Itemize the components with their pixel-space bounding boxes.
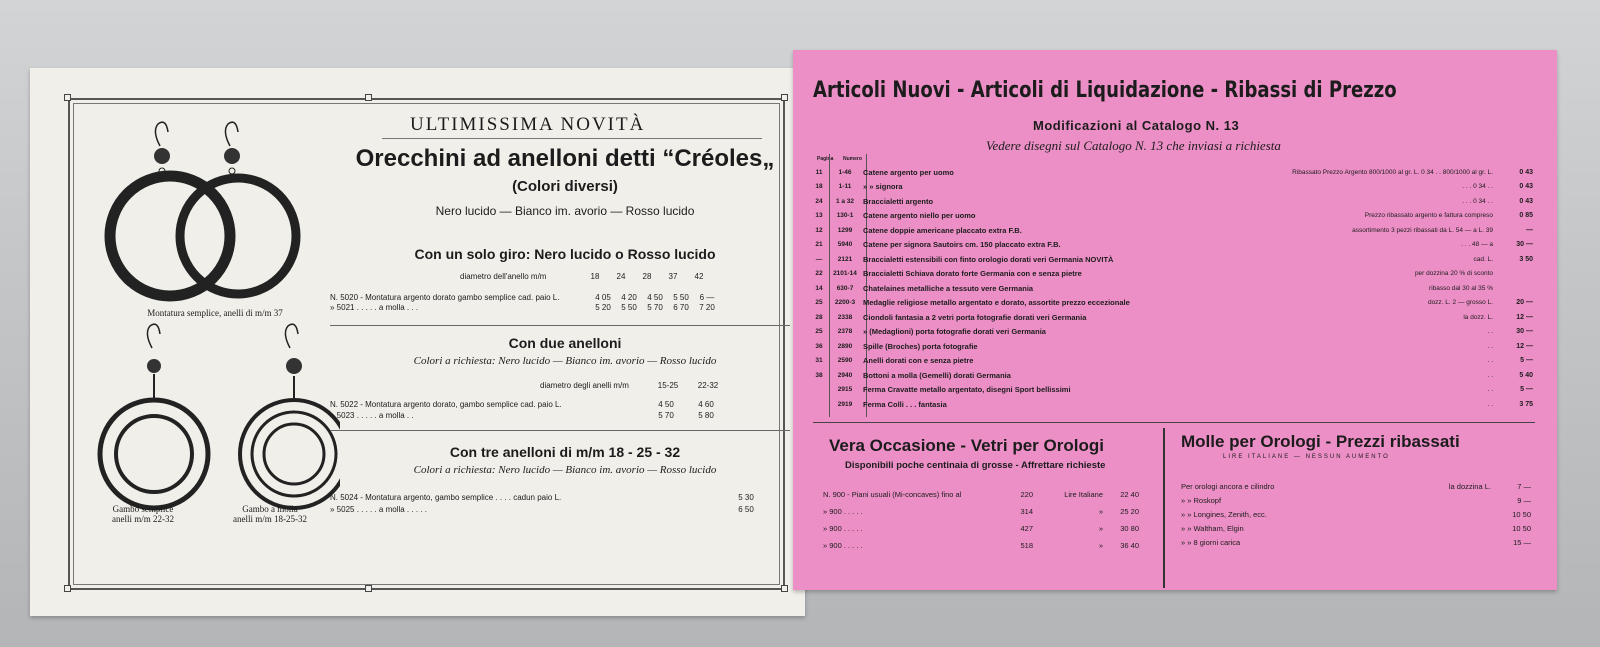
table-row <box>811 326 1533 338</box>
vetri-unit: » <box>1098 541 1103 550</box>
row-note: Prezzo ribassato argento e fattura compreso <box>1364 212 1493 219</box>
vetri-label: » 900 . . . . . <box>823 541 863 550</box>
row-pag: 13 <box>815 212 823 219</box>
row-price: 20 — <box>1516 299 1533 306</box>
vetri-row <box>823 507 1139 516</box>
product-subtitle: (Colori diversi) <box>512 178 618 195</box>
row-num: 2121 <box>837 255 853 263</box>
row-pag: 24 <box>815 197 823 205</box>
table-row <box>811 297 1533 309</box>
section2-colors: Colori a richiesta: Nero lucido — Bianco im. avorio — Rosso lucido <box>413 355 717 367</box>
molle-unit <box>1381 510 1491 519</box>
table-row <box>811 181 1533 193</box>
row-note: Ribassato Prezzo Argento 800/1000 al gr. L. 0 34 . . 800/1000 al gr. L. <box>1292 168 1493 176</box>
row-note: per dozzina 20 % di sconto <box>1414 270 1493 277</box>
row-note: ribasso dal 30 al 35 % <box>1429 284 1493 292</box>
row-price: 0 43 <box>1519 168 1533 176</box>
row-price: 30 — <box>1516 328 1533 335</box>
row-pag: 12 <box>815 226 823 234</box>
section1-row1: N. 5020 - Montatura argento dorato gambo semplice cad. paio L. 4 05 4 20 4 50 5 50 6 — <box>330 293 715 302</box>
section3-row2: » 5025 . . . . . a molla . . . . . 6 50 <box>330 505 754 514</box>
row-desc: Catene per signora Sautoirs cm. 150 placcato extra F.B. <box>863 240 1061 249</box>
row-num: 5940 <box>837 241 853 248</box>
row-note: . . <box>1487 357 1493 364</box>
row-num: 1299 <box>837 226 853 234</box>
molle-row <box>1181 524 1531 533</box>
row-pag: 22 <box>815 270 823 277</box>
row-desc: Catene doppie americane placcato extra F.B. <box>863 225 1022 235</box>
row-num: 2338 <box>837 313 853 321</box>
row-price: 12 — <box>1516 342 1533 350</box>
section1-title: Con un solo giro: Nero lucido o Rosso lucido <box>414 246 716 262</box>
row-note: . . . 0 34 . . <box>1462 197 1493 205</box>
row-price: 3 75 <box>1519 400 1533 408</box>
vetri-size: 314 <box>1020 507 1033 516</box>
vetri-title: Vera Occasione - Vetri per Orologi <box>829 436 1104 455</box>
row-pag: 25 <box>815 328 823 335</box>
row-num: 130-1 <box>836 212 854 219</box>
vetri-price: 22 40 <box>1120 490 1139 499</box>
row-desc: Braccialetti argento <box>863 196 934 206</box>
row-desc: Catene argento per uomo <box>863 167 954 177</box>
vetri-label: » 900 . . . . . <box>823 524 863 533</box>
row-note: . . <box>1487 371 1493 379</box>
row-desc: Spille (Broches) porta fotografie <box>863 341 978 351</box>
table-row <box>811 239 1533 251</box>
earrings-illustration <box>90 116 340 536</box>
row-note: . . <box>1487 400 1493 408</box>
vetri-subtitle: Disponibili poche centinaia di grosse - Affrettare richieste <box>845 460 1106 471</box>
row-note: . . <box>1487 386 1493 393</box>
section1-row2: » 5021 . . . . . a molla . . . 5 20 5 50 5 70 6 70 7 20 <box>330 303 715 312</box>
vetri-unit: » <box>1098 507 1103 516</box>
molle-title: Molle per Orologi - Prezzi ribassati <box>1181 432 1460 451</box>
right-heading: Articoli Nuovi - Articoli di Liquidazione - Ribassi di Prezzo <box>813 78 1397 103</box>
row-num: 2919 <box>837 400 853 408</box>
table-row <box>811 195 1533 207</box>
row-price: 30 — <box>1516 241 1533 248</box>
row-num: 2890 <box>837 342 853 350</box>
row-num: 1 a 32 <box>835 197 855 205</box>
molle-price: 10 50 <box>1512 510 1531 519</box>
row-num: 1-11 <box>838 183 852 190</box>
molle-row <box>1181 538 1531 547</box>
molle-unit <box>1381 538 1491 547</box>
row-desc: » (Medaglioni) porta fotografie dorati veri Germania <box>863 327 1046 336</box>
row-desc: » » signora <box>863 182 903 191</box>
row-desc: Braccialetti Schiava dorato forte Germania con e senza pietre <box>863 269 1082 278</box>
molle-row <box>1181 482 1531 491</box>
row-note: . . . 0 34 . . <box>1462 183 1493 190</box>
row-pag: 11 <box>815 168 823 176</box>
row-num: 2101-14 <box>833 270 857 277</box>
caption-top: Montatura semplice, anelli di m/m 37 <box>147 308 283 318</box>
section2-row2: » 5023 . . . . . a molla . . 5 70 5 80 <box>330 411 714 420</box>
molle-unit <box>1381 496 1491 505</box>
row-price: 3 50 <box>1519 255 1533 263</box>
table-row <box>811 268 1533 280</box>
vetri-unit: » <box>1098 524 1103 533</box>
row-note: . . . 48 — a <box>1461 241 1493 248</box>
molle-subtitle: LIRE ITALIANE — NESSUN AUMENTO <box>1223 454 1390 460</box>
page-heading: ULTIMISSIMA NOVITÀ <box>410 114 646 135</box>
row-price: 5 40 <box>1519 371 1533 379</box>
molle-row <box>1181 496 1531 505</box>
molle-price: 9 — <box>1517 496 1531 505</box>
col-numero: Numero <box>843 156 862 162</box>
table-row <box>811 398 1533 410</box>
table-row <box>811 311 1533 323</box>
row-price: 5 — <box>1520 357 1533 364</box>
row-desc: Ferma Cravatte metallo argentato, disegni Sport bellissimi <box>863 385 1071 394</box>
row-desc: Anelli dorati con e senza pietre <box>863 356 974 365</box>
row-price: 0 43 <box>1519 197 1533 205</box>
vetri-price: 36 40 <box>1120 541 1139 550</box>
molle-unit <box>1381 524 1491 533</box>
row-num: 1-46 <box>838 168 852 176</box>
row-price: — <box>1526 226 1533 234</box>
section1-diameters: diametro dell'anello m/m 18 24 28 37 42 <box>460 272 704 281</box>
row-note: assortimento 3 pezzi ribassati da L. 54 — a L. 39 <box>1352 226 1493 234</box>
molle-label: » » 8 giorni carica <box>1181 538 1241 547</box>
row-pag: 31 <box>815 357 823 364</box>
section2-row1: N. 5022 - Montatura argento dorato, gambo semplice cad. paio L. 4 50 4 60 <box>330 400 714 409</box>
molle-unit: la dozzina L. <box>1448 482 1491 491</box>
row-pag: 18 <box>815 183 823 190</box>
row-pag: 14 <box>815 284 823 292</box>
molle-price: 15 — <box>1513 538 1531 547</box>
table-row <box>811 166 1533 178</box>
vetri-price: 25 20 <box>1120 507 1139 516</box>
row-pag: 25 <box>815 299 823 306</box>
section2-diameters: diametro degli anelli m/m 15-25 22-32 <box>540 381 719 390</box>
molle-row <box>1181 510 1531 519</box>
vetri-price: 30 80 <box>1120 524 1139 533</box>
catalog-modifications: Modificazioni al Catalogo N. 13 <box>1033 118 1240 133</box>
table-row <box>811 282 1533 294</box>
vetri-size: 518 <box>1020 541 1033 550</box>
row-note: dozz. L. 2 — grosso L. <box>1427 299 1493 306</box>
row-desc: Catene argento niello per uomo <box>863 211 976 220</box>
vetri-row <box>823 490 1139 499</box>
molle-price: 10 50 <box>1512 524 1531 533</box>
catalog-note: Vedere disegni sul Catalogo N. 13 che inviasi a richiesta <box>986 138 1281 153</box>
row-num: 2940 <box>837 371 853 379</box>
row-note: cad. L. <box>1473 255 1493 263</box>
product-title: Orecchini ad anelloni detti “Créoles„ <box>355 145 775 172</box>
row-pag: 38 <box>815 371 823 379</box>
table-row <box>811 340 1533 352</box>
vetri-label: » 900 . . . . . <box>823 507 863 516</box>
row-note: . . <box>1487 342 1493 350</box>
row-num: 2378 <box>837 328 853 335</box>
left-page <box>30 68 805 616</box>
row-desc: Braccialetti estensibili con finto orologio dorati veri Germania NOVITÀ <box>863 254 1114 264</box>
molle-price: 7 — <box>1517 482 1531 491</box>
table-row <box>811 210 1533 222</box>
col-pagina: Pagina <box>817 156 834 162</box>
molle-label: » » Longines, Zenith, ecc. <box>1181 510 1267 519</box>
row-price: 0 85 <box>1519 212 1533 219</box>
right-page <box>793 50 1557 590</box>
section3-colors: Colori a richiesta: Nero lucido — Bianco im. avorio — Rosso lucido <box>413 464 717 476</box>
row-price: 12 — <box>1516 313 1533 321</box>
table-row <box>811 253 1533 265</box>
caption-bottom-left: Gambo semplice anelli m/m 22-32 <box>112 504 174 524</box>
section3-row1: N. 5024 - Montatura argento, gambo semplice . . . . cadun paio L. 5 30 <box>330 493 754 502</box>
molle-label: » » Roskopf <box>1181 496 1222 505</box>
section2-title: Con due anelloni <box>508 335 622 351</box>
row-desc: Medaglie religiose metallo argentato e dorato, assortite prezzo eccezionale <box>863 298 1130 307</box>
row-desc: Chatelaines metalliche a tessuto vere Germania <box>863 283 1034 293</box>
row-num: 630-7 <box>836 284 854 292</box>
vetri-unit: Lire Italiane <box>1064 490 1103 499</box>
table-row <box>811 224 1533 236</box>
table-row <box>811 384 1533 396</box>
row-note: . . <box>1487 328 1493 335</box>
row-note: la dozz. L. <box>1463 313 1493 321</box>
row-price: 0 43 <box>1519 183 1533 190</box>
molle-label: » » Waltham, Elgin <box>1181 524 1244 533</box>
row-pag: 36 <box>815 342 823 350</box>
table-row <box>811 355 1533 367</box>
molle-label: Per orologi ancora e cilindro <box>1181 482 1275 491</box>
row-num: 2915 <box>837 386 853 393</box>
row-pag: 21 <box>815 241 823 248</box>
vetri-size: 220 <box>1020 490 1033 499</box>
row-price: 5 — <box>1520 386 1533 393</box>
section3-title: Con tre anelloni di m/m 18 - 25 - 32 <box>449 444 681 460</box>
row-desc: Ciondoli fantasia a 2 vetri porta fotografie dorati veri Germania <box>863 312 1087 322</box>
row-desc: Bottoni a molla (Gemelli) dorati Germania <box>863 370 1011 380</box>
caption-bottom-right: Gambo a molla anelli m/m 18-25-32 <box>233 504 307 524</box>
row-desc: Ferma Colli . . . fantasia <box>863 399 947 409</box>
row-pag: — <box>815 255 823 263</box>
vetri-size: 427 <box>1020 524 1033 533</box>
row-pag: 28 <box>815 313 823 321</box>
vetri-label: N. 900 - Piani usuali (Mi-concaves) fino al <box>823 490 962 499</box>
table-row <box>811 369 1533 381</box>
row-num: 2590 <box>837 357 853 364</box>
vetri-row <box>823 541 1139 550</box>
row-num: 2200-3 <box>834 299 856 306</box>
product-colors: Nero lucido — Bianco im. avorio — Rosso lucido <box>435 204 695 218</box>
vetri-row <box>823 524 1139 533</box>
